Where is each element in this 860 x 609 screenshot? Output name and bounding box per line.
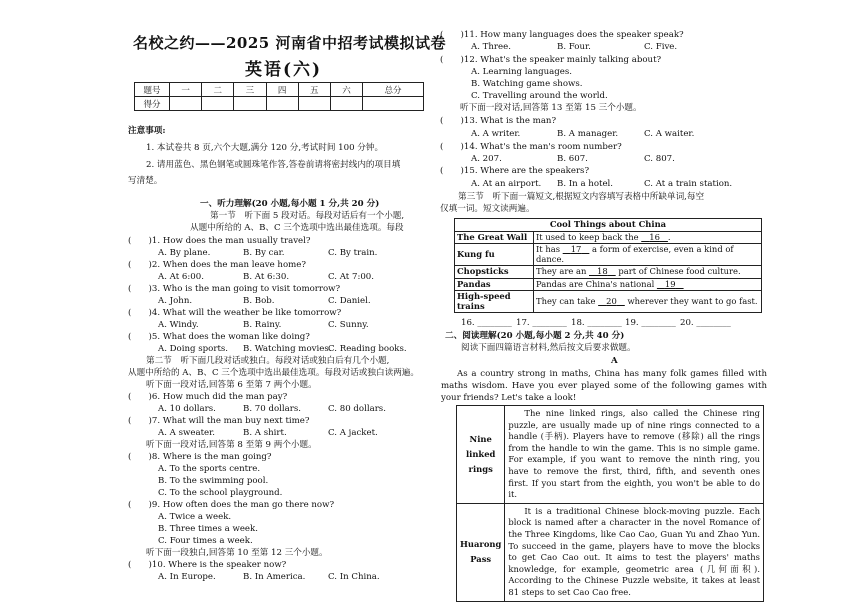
option[interactable]: B. 607.: [557, 154, 588, 164]
answer-blank[interactable]: 19. ________: [625, 318, 676, 328]
notice-title: 注意事项:: [128, 126, 166, 136]
option[interactable]: C. Four times a week.: [158, 536, 253, 546]
question: ( )11. How many languages does the speaker speak?: [440, 30, 684, 40]
option[interactable]: A. At 6:00.: [158, 272, 204, 282]
option[interactable]: B. A manager.: [557, 129, 619, 139]
option[interactable]: B. Watching game shows.: [471, 79, 583, 89]
option[interactable]: A. Windy.: [158, 320, 199, 330]
instruction: 第三节 听下面一篇短文,根据短文内容填写表格中所缺单词,每空: [458, 192, 705, 202]
option[interactable]: B. By car.: [243, 248, 285, 258]
question: ( )3. Who is the man going to visit tomorrow?: [128, 284, 341, 294]
option[interactable]: A. Learning languages.: [471, 67, 573, 77]
instruction: 仅填一词。短文读两遍。: [440, 204, 535, 214]
option[interactable]: C. By train.: [328, 248, 378, 258]
score-cell[interactable]: [202, 97, 234, 111]
score-col: 五: [298, 83, 330, 97]
score-col: 总分: [363, 83, 424, 97]
option[interactable]: B. At 6:30.: [243, 272, 290, 282]
instruction: 听下面一段独白,回答第 10 至第 12 三个小题。: [146, 548, 328, 558]
passage-label: A: [611, 356, 618, 366]
notice-item: 2. 请用蓝色、黑色钢笔或圆珠笔作答,答卷前请将密封线内的项目填: [146, 160, 401, 170]
score-cell[interactable]: [234, 97, 266, 111]
row-label: Pandas: [455, 278, 534, 291]
option[interactable]: B. 70 dollars.: [243, 404, 301, 414]
option[interactable]: C. At 7:00.: [328, 272, 375, 282]
exam-subtitle: 英语(六): [245, 60, 323, 80]
score-table: [134, 82, 424, 111]
score-col: 三: [234, 83, 266, 97]
option[interactable]: B. In a hotel.: [557, 179, 614, 189]
question: ( )6. How much did the man pay?: [128, 392, 288, 402]
answer-blank[interactable]: 18. ________: [571, 318, 622, 328]
instruction: 第二节 听下面几段对话或独白。每段对话或独白后有几个小题,: [146, 356, 390, 366]
option[interactable]: C. At a train station.: [644, 179, 733, 189]
game-description: The nine linked rings, also called the Chinese ring puzzle, are usually made up of nine rings connected to a handle (手柄). Players have to remove (移除) all the rings from the handle to win the game. This is no simple game. For example, if you want to remove the ninth ring, you have to remove the first, third, fifth, and seventh ones first. If you start from the eighth, you won't be able to do it.: [505, 406, 764, 504]
option[interactable]: A. Three.: [471, 42, 511, 52]
question: ( )5. What does the woman like doing?: [128, 332, 310, 342]
score-col: 一: [170, 83, 202, 97]
answer-blank[interactable]: 16. ________: [461, 318, 512, 328]
table-row: [455, 244, 762, 266]
answer-blank[interactable]: 20. ________: [680, 318, 731, 328]
table-row: [455, 231, 762, 244]
table-row: [457, 503, 764, 601]
score-cell[interactable]: [170, 97, 202, 111]
passage-intro: As a country strong in maths, China has many folk games filled with maths wisdom. Have you ever played some of the following games with your friends? Let's take a look!: [441, 369, 767, 403]
option[interactable]: B. To the swimming pool.: [158, 476, 269, 486]
option[interactable]: A. By plane.: [158, 248, 211, 258]
score-table-row: [135, 83, 424, 97]
instruction: 听下面一段对话,回答第 6 至第 7 两个小题。: [146, 380, 317, 390]
table-row: [455, 219, 762, 232]
answer-blank[interactable]: 17. ________: [516, 318, 567, 328]
question: ( )15. Where are the speakers?: [440, 166, 590, 176]
option[interactable]: B. Watching movies.: [243, 344, 332, 354]
instruction: 从题中所给的 A、B、C 三个选项中选出最佳选项。每段: [190, 223, 404, 233]
question: ( )12. What's the speaker mainly talking about?: [440, 55, 662, 65]
table-row: [455, 266, 762, 279]
option[interactable]: A. Twice a week.: [158, 512, 232, 522]
question: ( )9. How often does the man go there now?: [128, 500, 335, 510]
score-table-row: [135, 97, 424, 111]
option[interactable]: A. Doing sports.: [158, 344, 229, 354]
score-col: 六: [330, 83, 362, 97]
notice-item: 写清楚。: [128, 176, 163, 186]
table-row: [455, 278, 762, 291]
score-col: 二: [202, 83, 234, 97]
question: ( )8. Where is the man going?: [128, 452, 272, 462]
instruction: 第一节 听下面 5 段对话。每段对话后有一个小题,: [210, 211, 405, 221]
option[interactable]: C. In China.: [328, 572, 380, 582]
option[interactable]: C. A waiter.: [644, 129, 695, 139]
question: ( )13. What is the man?: [440, 116, 557, 126]
blank-number[interactable]: 19: [664, 278, 676, 289]
option[interactable]: C. To the school playground.: [158, 488, 283, 498]
instruction: 阅读下面四篇语言材料,然后按文后要求做题。: [461, 343, 636, 353]
option[interactable]: B. Three times a week.: [158, 524, 258, 534]
table-row: [457, 406, 764, 504]
score-label: 题号: [135, 83, 170, 97]
option[interactable]: C. Five.: [644, 42, 678, 52]
score-cell[interactable]: [330, 97, 362, 111]
option[interactable]: B. Four.: [557, 42, 591, 52]
question: ( )14. What's the man's room number?: [440, 142, 622, 152]
notice-item: 1. 本试卷共 8 页,六个大题,满分 120 分,考试时间 100 分钟。: [146, 143, 384, 153]
table-row: [455, 291, 762, 313]
blank-number[interactable]: 18: [597, 266, 608, 276]
option[interactable]: A. John.: [158, 296, 193, 306]
blank-number[interactable]: 20: [606, 295, 617, 306]
option[interactable]: A. 207.: [471, 154, 502, 164]
row-text: It has 17 a form of exercise, even a kind of dance.: [534, 244, 762, 266]
game-label: Huarong Pass: [457, 503, 505, 601]
instruction: 听下面一段对话,回答第 8 至第 9 两个小题。: [146, 440, 317, 450]
game-description: It is a traditional Chinese block-moving puzzle. Each block is named after a character in the novel Romance of the Three Kingdoms, like Cao Cao, Guan Yu and Zhao Yun. To succeed in the game, players have to move the blocks to get Cao Cao out. It aims to test the players' maths knowledge, for example, geometric area (几何面积). According to the Chinese Puzzle website, it takes at least 81 steps to set Cao Cao free.: [505, 503, 764, 601]
option[interactable]: B. In America.: [243, 572, 306, 582]
row-label: The Great Wall: [455, 231, 534, 244]
row-text: They can take 20 wherever they want to go fast.: [534, 291, 762, 313]
instruction: 从题中所给的 A、B、C 三个选项中选出最佳选项。每段对话或独白读两遍。: [128, 368, 419, 378]
games-table: [456, 405, 764, 602]
option[interactable]: B. A shirt.: [243, 428, 287, 438]
score-cell[interactable]: [298, 97, 330, 111]
option[interactable]: C. Travelling around the world.: [471, 91, 608, 101]
option[interactable]: A. In Europe.: [158, 572, 216, 582]
score-label: 得分: [135, 97, 170, 111]
question: ( )1. How does the man usually travel?: [128, 236, 311, 246]
row-text: They are an 18 part of Chinese food culture.: [534, 266, 762, 279]
question: ( )2. When does the man leave home?: [128, 260, 306, 270]
option[interactable]: A. At an airport.: [471, 179, 542, 189]
option[interactable]: B. Bob.: [243, 296, 275, 306]
option[interactable]: C. 807.: [644, 154, 675, 164]
row-label: Chopsticks: [455, 266, 534, 279]
blank-number[interactable]: 16: [649, 231, 660, 242]
question: ( )4. What will the weather be like tomorrow?: [128, 308, 342, 318]
question: ( )10. Where is the speaker now?: [128, 560, 287, 570]
score-col: 四: [266, 83, 298, 97]
option[interactable]: B. Rainy.: [243, 320, 282, 330]
exam-title: 名校之约——2025 河南省中招考试模拟试卷: [133, 34, 446, 52]
row-label: Kung fu: [455, 244, 534, 266]
score-cell[interactable]: [363, 97, 424, 111]
option[interactable]: A. A writer.: [471, 129, 521, 139]
game-label: Nine linked rings: [457, 406, 505, 504]
section-title: 一、听力理解(20 小题,每小题 1 分,共 20 分): [200, 199, 380, 209]
option[interactable]: C. Reading books.: [328, 344, 407, 354]
option[interactable]: C. A jacket.: [328, 428, 378, 438]
blank-number[interactable]: 17: [570, 244, 582, 254]
option[interactable]: C. Sunny.: [328, 320, 369, 330]
option[interactable]: A. To the sports centre.: [158, 464, 261, 474]
question: ( )7. What will the man buy next time?: [128, 416, 310, 426]
option[interactable]: C. 80 dollars.: [328, 404, 386, 414]
row-text: Pandas are China's national 19: [534, 278, 762, 291]
option[interactable]: A. 10 dollars.: [158, 404, 216, 414]
option[interactable]: A. A sweater.: [158, 428, 216, 438]
cool-things-table: [454, 218, 762, 313]
section-title: 二、阅读理解(20 小题,每小题 2 分,共 40 分): [445, 331, 625, 341]
instruction: 听下面一段对话,回答第 13 至第 15 三个小题。: [460, 103, 642, 113]
row-text: It used to keep back the 16 .: [534, 231, 762, 244]
table-caption: Cool Things about China: [455, 219, 762, 232]
score-cell[interactable]: [266, 97, 298, 111]
row-label: High-speed trains: [455, 291, 534, 313]
option[interactable]: C. Daniel.: [328, 296, 371, 306]
